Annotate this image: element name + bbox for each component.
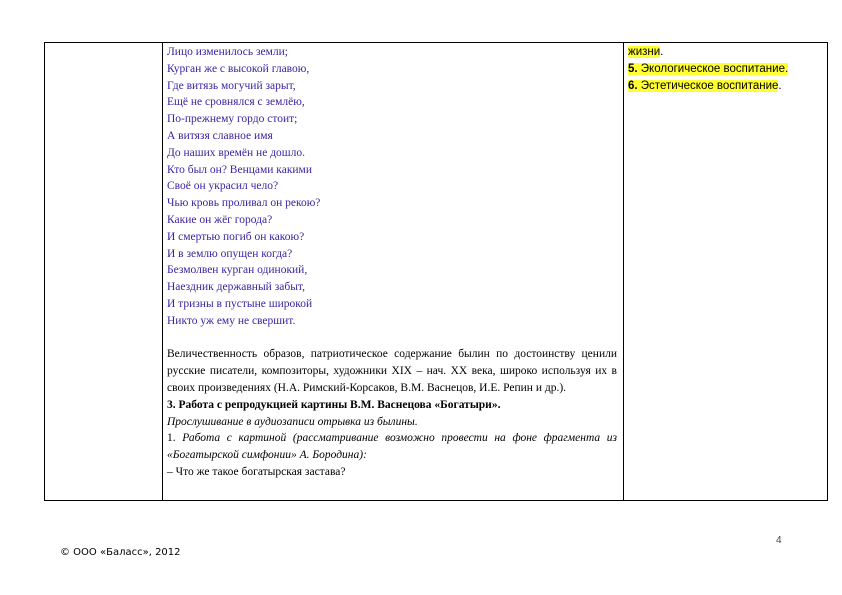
goal-item-5: [628, 61, 823, 78]
task-number: 1.: [167, 432, 176, 445]
poem-line: Лицо изменилось земли;: [167, 46, 288, 58]
trailing-period: .: [778, 79, 782, 92]
lesson-content-column: [167, 44, 617, 481]
poem-line: Чью кровь проливал он рекою?: [167, 197, 321, 210]
poem-line: Своё он украсил чело?: [167, 180, 279, 193]
poem-line: А витязя славное имя: [167, 129, 273, 142]
section-heading: 3. Работа с репродукцией картины В.М. Васнецова «Богатыри».: [167, 398, 501, 411]
page-table: [44, 42, 828, 501]
goal-item-6: [628, 78, 823, 95]
poem-line: Ещё не сровнялся с землёю,: [167, 96, 305, 109]
poem-line: И смертью погиб он какою?: [167, 230, 305, 243]
goal-text: Эстетическое воспитание: [637, 79, 779, 92]
goal-text: Экологическое воспитание.: [637, 62, 789, 75]
highlighted-text: жизни: [628, 46, 661, 58]
poem-line: Наездник державный забыт,: [167, 281, 305, 294]
poem-line: И в землю опущен когда?: [167, 247, 293, 260]
task-item: [167, 430, 617, 464]
poem-line: Где витязь могучий зарыт,: [167, 79, 296, 92]
poem-line: До наших времён не дошло.: [167, 146, 306, 159]
task-text: Работа с картиной (рассматривание возможно провести на фоне фрагмента из «Богатырской симфонии» А. Бородина):: [167, 432, 617, 462]
copyright-footer: © ООО «Баласс», 2012: [60, 547, 181, 558]
goal-line-continued: [628, 44, 823, 61]
column-divider-right: [623, 43, 624, 500]
question-line: – Что же такое богатырская застава?: [167, 465, 346, 478]
poem-line: Никто уж ему не свершит.: [167, 314, 296, 327]
poem-line: И тризны в пустыне широкой: [167, 297, 313, 310]
listening-note: Прослушивание в аудиозаписи отрывка из былины.: [167, 415, 418, 428]
blank-line: [167, 330, 617, 347]
poem-block: [167, 44, 617, 330]
goal-number: 5.: [628, 62, 638, 75]
goals-column: [628, 44, 823, 94]
poem-line: Кто был он? Венцами какими: [167, 163, 312, 176]
trailing-period: .: [660, 46, 664, 58]
poem-line: Какие он жёг города?: [167, 213, 273, 226]
intro-paragraph: Величественность образов, патриотическое содержание былин по достоинству ценили русские писатели, композиторы, художники XIX – нач. XX века, широко используя их в своих произведениях (Н.А. Римский-Корсаков, В.М. Васнецов, И.Е. Репин и др.).: [167, 348, 617, 394]
column-divider-left: [162, 43, 163, 500]
poem-line: По-прежнему гордо стоит;: [167, 113, 298, 126]
poem-line: Курган же с высокой главою,: [167, 62, 310, 75]
poem-line: Безмолвен курган одинокий,: [167, 264, 308, 277]
goal-number: 6.: [628, 79, 638, 92]
page-number: 4: [776, 535, 782, 546]
